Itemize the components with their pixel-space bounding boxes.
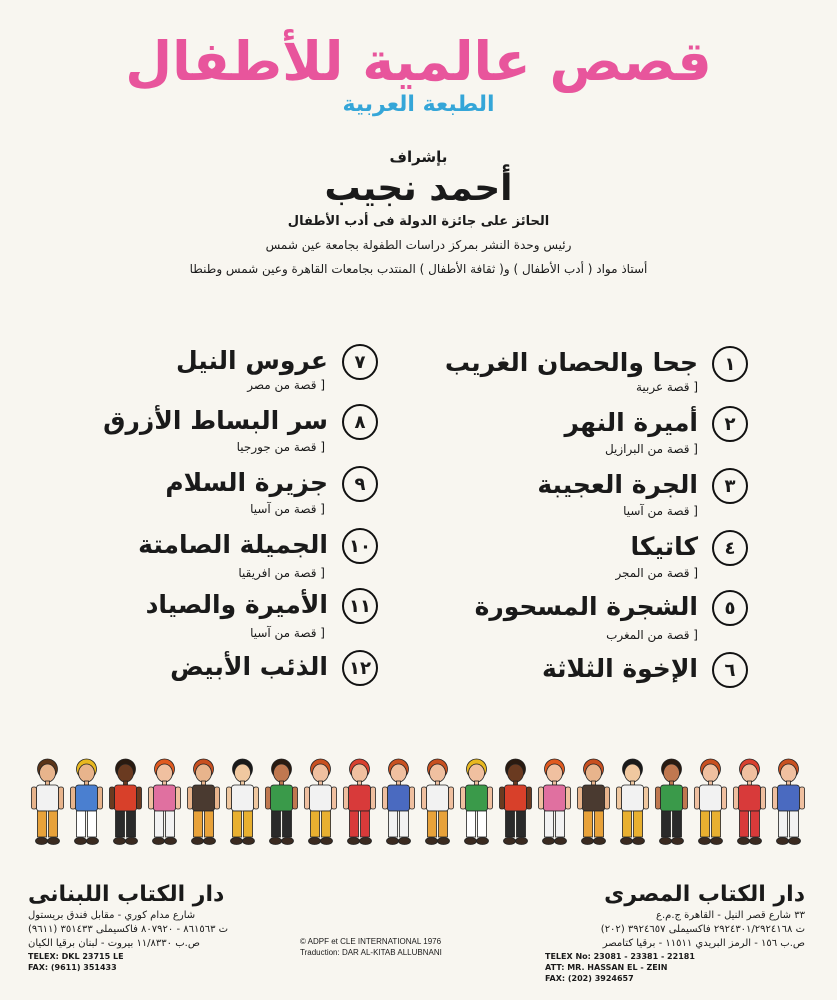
story-item	[388, 530, 748, 566]
story-item	[388, 346, 748, 382]
child-figure	[110, 759, 142, 845]
story-number: ١٢	[342, 650, 378, 686]
story-number: ٥	[712, 590, 748, 626]
story-origin: [ قصة من افريقيا	[238, 566, 325, 580]
child-figure	[617, 759, 649, 845]
publisher-name: دار الكتاب المصرى	[604, 882, 805, 907]
story-origin: [ قصة من آسيا	[250, 626, 325, 640]
story-item	[18, 528, 378, 564]
edition-label: الطبعة العربية	[342, 92, 495, 117]
credential-line: أستاذ مواد ( أدب الأطفال ) و( ثقافة الأطفال ) المنتدب بجامعات القاهرة وعين شمس وطنطا	[189, 262, 648, 276]
copyright-line: © ADPF et CLE INTERNATIONAL 1976	[300, 937, 442, 946]
child-figure	[773, 759, 805, 845]
publisher-fax: FAX: (202) 3924657	[545, 974, 634, 983]
story-number: ١	[712, 346, 748, 382]
supervision-label: بإشراف	[389, 148, 448, 166]
story-number: ٤	[712, 530, 748, 566]
story-origin: [ قصة من مصر	[247, 378, 325, 392]
publisher-phone: ت ٨٦١٥٦٣ - ٨٠٧٩٢٠ فاكسيملى ٣٥١٤٣٣ (٩٦١١)	[28, 924, 229, 935]
child-figure	[578, 759, 610, 845]
story-item	[388, 590, 748, 626]
story-title: الجميلة الصامتة	[138, 530, 328, 559]
story-title: الشجرة المسحورة	[474, 592, 698, 621]
story-origin: [ قصة من المجر	[615, 566, 698, 580]
story-item	[388, 406, 748, 442]
story-item	[388, 468, 748, 504]
story-title: الجرة العجيبة	[537, 470, 698, 499]
story-title: الإخوة الثلاثة	[541, 654, 698, 683]
publisher-phone: ت ٢٩٢٤٣٠١/٢٩٢٤١٦٨ فاكسيملى ٣٩٢٤٦٥٧ (٢٠٢)	[600, 924, 805, 935]
publisher-lebanon	[28, 882, 238, 973]
translation-line: Traduction: DAR AL-KITAB ALLUBNANI	[300, 948, 442, 957]
child-figure	[500, 759, 532, 845]
story-item	[18, 404, 378, 440]
story-title: جزيرة السلام	[165, 468, 328, 497]
story-item	[18, 466, 378, 502]
story-title: الذئب الأبيض	[170, 652, 328, 681]
copyright-notice	[300, 936, 540, 958]
publisher-telex: TELEX: DKL 23715 LE	[28, 952, 124, 961]
series-title: قصص عالمية للأطفال	[125, 30, 712, 93]
story-number: ٦	[712, 652, 748, 688]
story-number: ١١	[342, 588, 378, 624]
child-figure	[422, 759, 454, 845]
children-illustration	[28, 758, 808, 850]
child-figure	[32, 759, 64, 845]
publisher-egypt	[545, 882, 805, 984]
child-figure	[71, 759, 103, 845]
story-number: ٨	[342, 404, 378, 440]
story-title: الأميرة والصياد	[145, 590, 328, 619]
child-figure	[227, 759, 259, 845]
child-figure	[656, 759, 688, 845]
child-figure	[695, 759, 727, 845]
story-item	[388, 652, 748, 688]
child-figure	[461, 759, 493, 845]
child-figure	[734, 759, 766, 845]
story-number: ٣	[712, 468, 748, 504]
story-number: ٩	[342, 466, 378, 502]
credential-line: الحائز على جائزة الدولة فى أدب الأطفال	[287, 214, 550, 229]
story-title: كاتيكا	[630, 532, 698, 561]
story-number: ١٠	[342, 528, 378, 564]
child-figure	[344, 759, 376, 845]
story-title: عروس النيل	[175, 346, 328, 375]
story-origin: [ قصة من المغرب	[606, 628, 698, 642]
publisher-telex: TELEX No: 23081 - 23381 - 22181	[545, 952, 695, 961]
story-origin: [ قصة من البرازيل	[604, 442, 698, 456]
child-figure	[266, 759, 298, 845]
story-title: سر البساط الأزرق	[103, 406, 328, 435]
credential-line: رئيس وحدة النشر بمركز دراسات الطفولة بجامعة عين شمس	[265, 238, 572, 252]
child-figure	[149, 759, 181, 845]
child-figure	[539, 759, 571, 845]
child-figure	[383, 759, 415, 845]
story-origin: [ قصة من آسيا	[250, 502, 325, 516]
story-title: جحا والحصان الغريب	[444, 348, 698, 377]
publisher-address: شارع مدام كوري - مقابل فندق بريستول	[28, 910, 196, 921]
publisher-attention: ATT: MR. HASSAN EL - ZEIN	[545, 963, 668, 972]
story-title: أميرة النهر	[564, 408, 698, 437]
publisher-address: ٣٣ شارع قصر النيل - القاهرة ج.م.ع	[656, 910, 805, 921]
publisher-fax: FAX: (9611) 351433	[28, 963, 117, 972]
editor-name: أحمد نجيب	[324, 168, 513, 209]
story-item	[18, 588, 378, 624]
child-figure	[188, 759, 220, 845]
story-origin: [ قصة من جورجيا	[236, 440, 325, 454]
story-item	[18, 344, 378, 380]
story-origin: [ قصة من آسيا	[623, 504, 698, 518]
story-origin: [ قصة عربية	[635, 380, 698, 394]
child-figure	[305, 759, 337, 845]
story-number: ٢	[712, 406, 748, 442]
story-item	[18, 650, 378, 686]
story-number: ٧	[342, 344, 378, 380]
publisher-name: دار الكتاب اللبنانى	[28, 882, 225, 907]
publisher-pobox: ص.ب ١١/٨٣٣٠ بيروت - لبنان برقيا الكيان	[28, 938, 200, 949]
publisher-pobox: ص.ب ١٥٦ - الرمز البريدي ١١٥١١ - برقيا كتامصر	[602, 938, 805, 949]
